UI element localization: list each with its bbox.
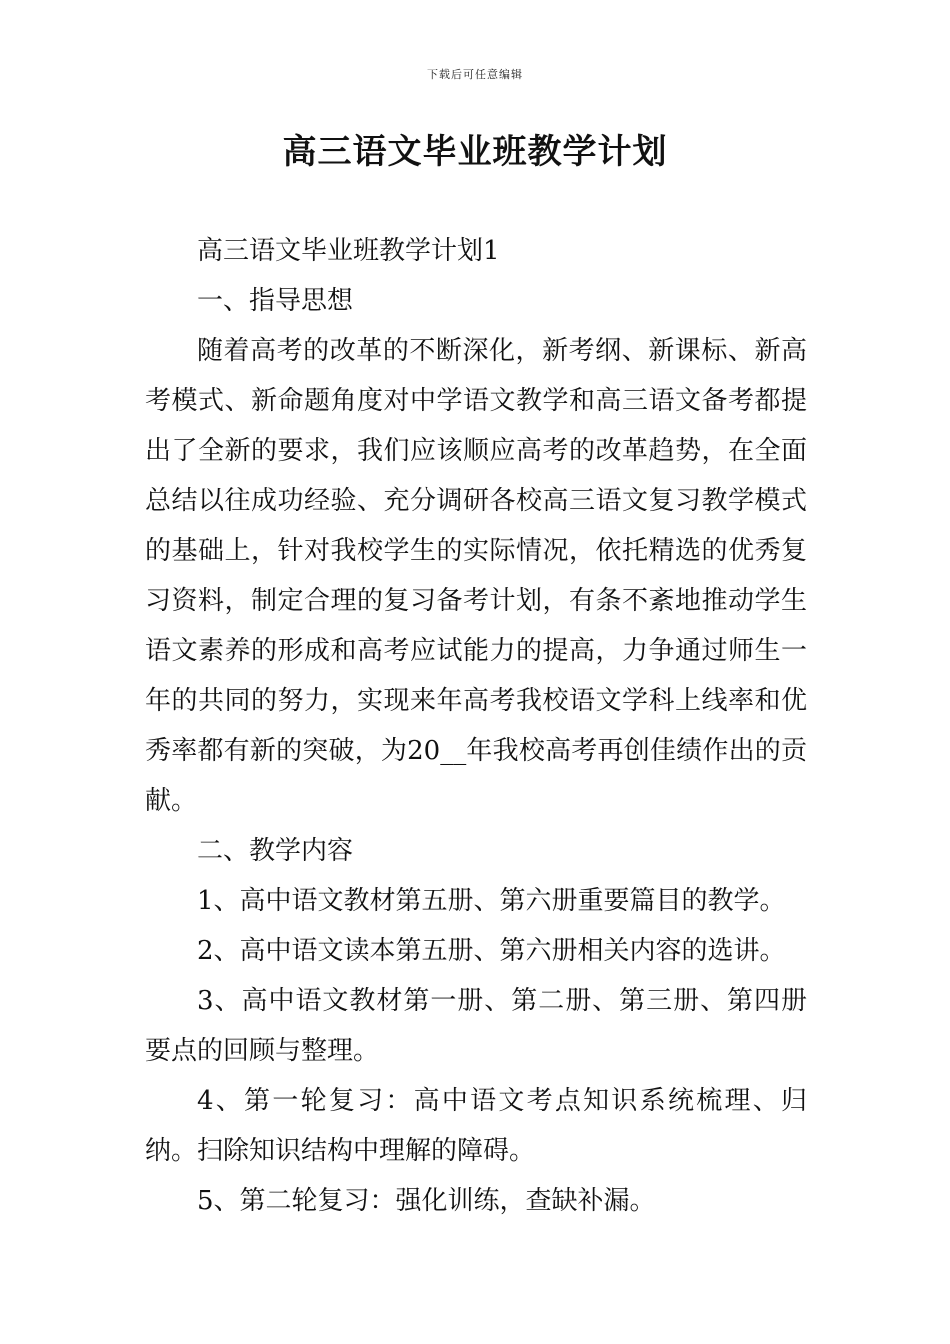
list-item-4: 4、第一轮复习：高中语文考点知识系统梳理、归纳。扫除知识结构中理解的障碍。	[145, 1086, 807, 1166]
paragraph-guiding-ideology: 随着高考的改革的不断深化，新考纲、新课标、新高考模式、新命题角度对中学语文教学和高三语文备考都提出了全新的要求，我们应该顺应高考的改革趋势，在全面总结以往成功经验、充分调研各校高三语文复习教学模式的基础上，针对我校学生的实际情况，依托精选的优秀复习资料，制定合理的复习备考计划，有条不紊地推动学生语文素养的形成和高考应试能力的提高，力争通过师生一年的共同的努力，实现来年高考我校语文学科上线率和优秀率都有新的突破，为20__年我校高考再创佳绩作出的贡献。	[145, 336, 807, 816]
list-item-3: 3、高中语文教材第一册、第二册、第三册、第四册要点的回顾与整理。	[145, 986, 807, 1066]
list-item-5: 5、第二轮复习：强化训练，查缺补漏。	[197, 1186, 656, 1216]
section-heading-teaching-content: 二、教学内容	[197, 836, 354, 866]
header-note: 下载后可任意编辑	[427, 68, 523, 81]
document-title: 高三语文毕业班教学计划	[282, 132, 668, 172]
section-heading-plan-1: 高三语文毕业班教学计划1	[197, 236, 500, 266]
section-heading-guiding-ideology: 一、指导思想	[197, 286, 354, 316]
list-item-2: 2、高中语文读本第五册、第六册相关内容的选讲。	[197, 936, 786, 966]
list-item-1: 1、高中语文教材第五册、第六册重要篇目的教学。	[197, 886, 786, 916]
document-body	[145, 226, 807, 1226]
